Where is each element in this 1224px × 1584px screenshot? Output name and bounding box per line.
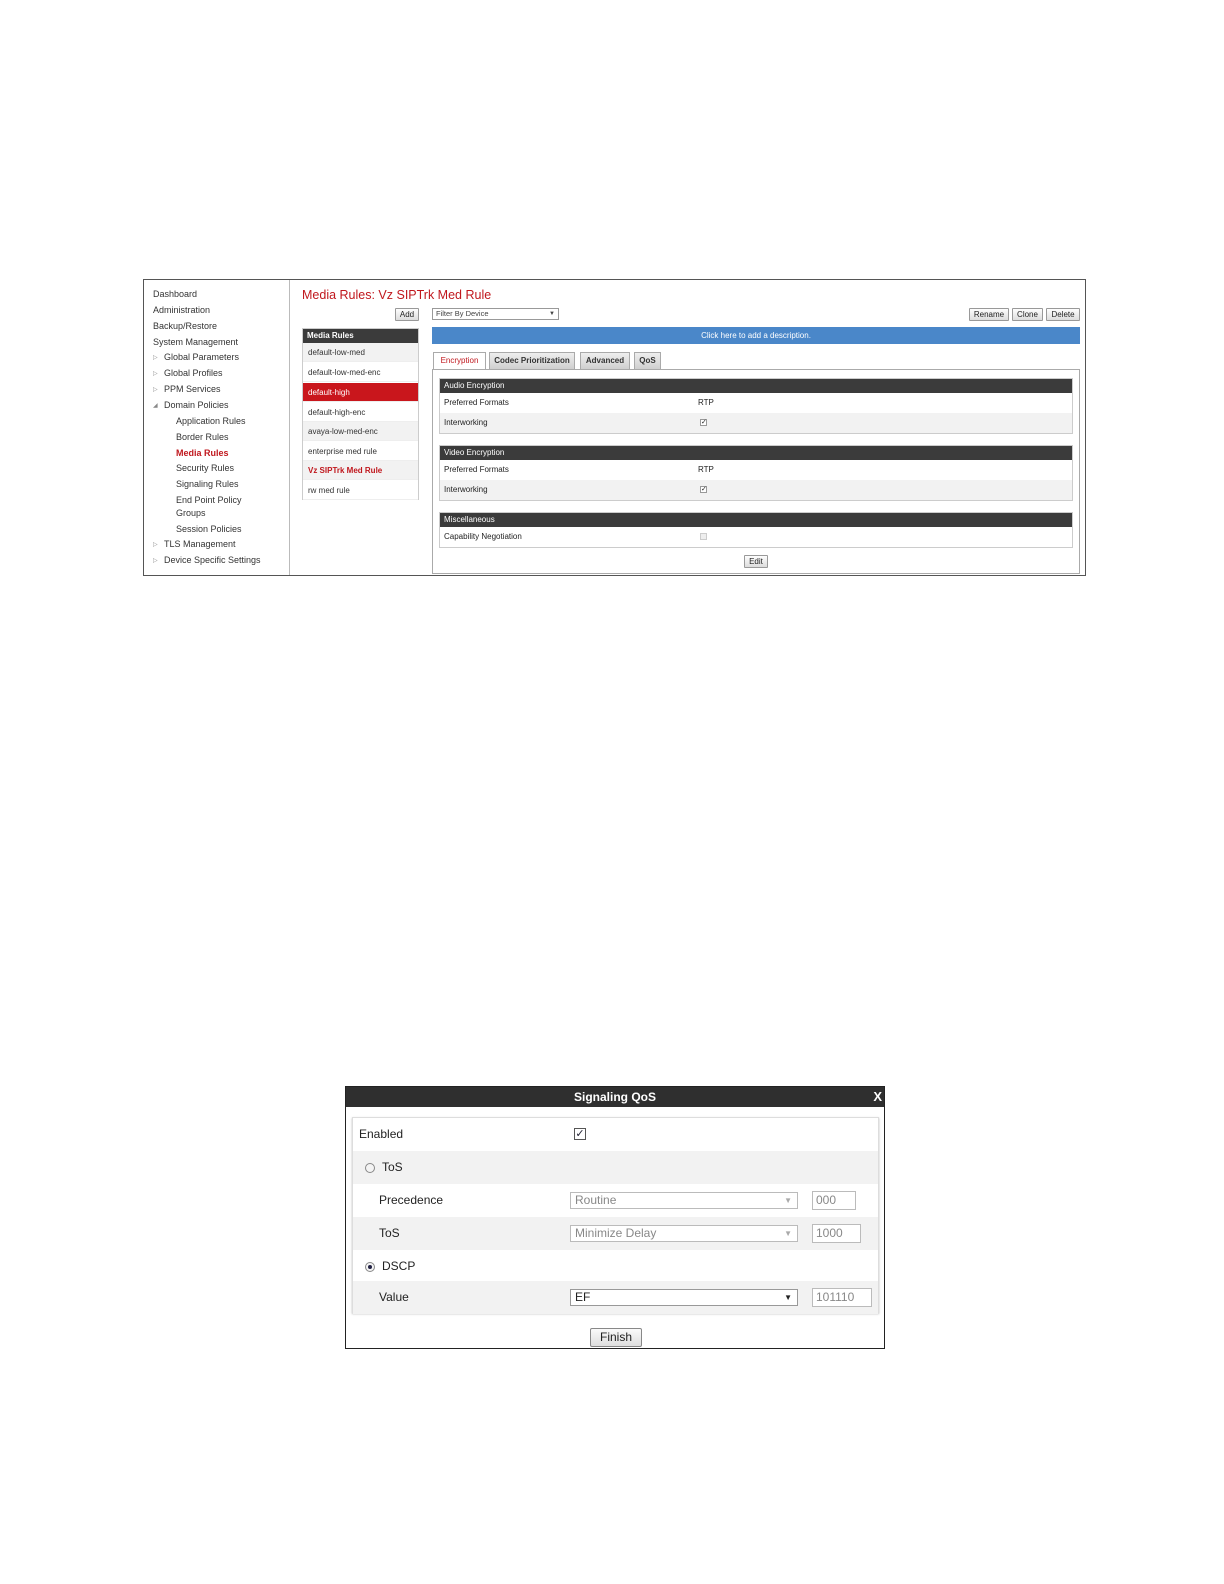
nav-global-profiles[interactable]: Global Profiles (164, 368, 223, 378)
video-interworking-label: Interworking (444, 485, 488, 494)
precedence-label: Precedence (379, 1193, 444, 1207)
audio-interworking-checkbox: ✓ (701, 419, 707, 426)
nav-signaling-rules[interactable]: Signaling Rules (176, 479, 239, 489)
rule-item-default-high-enc[interactable]: default-high-enc (303, 403, 418, 422)
dialog-form (352, 1117, 879, 1313)
nav-media-rules[interactable]: Media Rules (176, 448, 229, 458)
tos-radio-row (353, 1151, 878, 1184)
video-interworking-checkbox: ✓ (701, 486, 707, 493)
clone-button[interactable]: Clone (1012, 308, 1043, 321)
dialog-title: Signaling QoS (346, 1087, 884, 1107)
dscp-radio-label: DSCP (382, 1259, 416, 1273)
nav-dashboard[interactable]: Dashboard (153, 289, 198, 299)
add-description-bar[interactable]: Click here to add a description. (432, 327, 1080, 344)
enabled-label: Enabled (359, 1127, 404, 1141)
page-title: Media Rules: Vz SIPTrk Med Rule (302, 288, 492, 302)
rule-item-default-low-med-enc[interactable]: default-low-med-enc (303, 363, 418, 382)
finish-button[interactable]: Finish (590, 1328, 642, 1347)
enabled-checkbox[interactable]: ✓ (575, 1128, 585, 1140)
expand-triangle-icon[interactable]: ▷ (153, 355, 158, 361)
nav-end-point-policy-groups[interactable]: Groups (176, 508, 206, 518)
video-preferred-formats-value: RTP (698, 465, 714, 474)
delete-button[interactable]: Delete (1046, 308, 1080, 321)
encryption-tab-content (432, 369, 1080, 574)
add-button[interactable]: Add (395, 308, 419, 321)
dscp-radio[interactable] (365, 1262, 375, 1272)
dscp-code-field[interactable]: 101110 (812, 1288, 872, 1307)
precedence-select[interactable] (570, 1192, 798, 1209)
filter-by-device-select[interactable] (432, 308, 559, 320)
chevron-down-icon: ▼ (784, 1293, 792, 1302)
nav-tls-management[interactable]: TLS Management (164, 539, 236, 549)
dscp-value-row (353, 1281, 878, 1314)
nav-border-rules[interactable]: Border Rules (176, 432, 229, 442)
tab-codec-prioritization[interactable]: Codec Prioritization (489, 352, 575, 370)
expand-triangle-icon[interactable]: ▷ (153, 542, 158, 548)
tos-select[interactable] (570, 1225, 798, 1242)
tos-radio[interactable] (365, 1163, 375, 1173)
audio-preferred-formats-value: RTP (698, 398, 714, 407)
expand-triangle-icon[interactable]: ▷ (153, 387, 158, 393)
rule-item-default-high[interactable]: default-high (303, 383, 418, 402)
media-rules-header: Media Rules (303, 329, 418, 343)
tab-advanced[interactable]: Advanced (580, 352, 630, 370)
tab-encryption[interactable]: Encryption (433, 352, 486, 370)
tab-qos[interactable]: QoS (634, 352, 661, 370)
nav-administration[interactable]: Administration (153, 305, 211, 315)
left-navigation (144, 280, 290, 575)
collapse-triangle-icon[interactable]: ◢ (153, 403, 158, 409)
miscellaneous-section (439, 512, 1073, 548)
media-rules-screenshot (143, 279, 1086, 576)
chevron-down-icon: ▼ (784, 1229, 792, 1238)
nav-backup-restore[interactable]: Backup/Restore (153, 321, 218, 331)
expand-triangle-icon[interactable]: ▷ (153, 371, 158, 377)
filter-by-device-label: Filter By Device (436, 309, 489, 318)
tos-select-value: Minimize Delay (575, 1226, 657, 1240)
nav-system-management[interactable]: System Management (153, 337, 239, 347)
rename-button[interactable]: Rename (969, 308, 1009, 321)
tos-code-field[interactable]: 1000 (812, 1224, 861, 1243)
video-encryption-header: Video Encryption (440, 446, 1072, 460)
tos-label: ToS (379, 1226, 400, 1240)
nav-end-point-policy[interactable]: End Point Policy (176, 495, 242, 505)
tos-radio-label: ToS (382, 1160, 403, 1174)
dropdown-arrow-icon: ▼ (549, 311, 555, 317)
chevron-down-icon: ▼ (784, 1196, 792, 1205)
value-label: Value (379, 1290, 409, 1304)
audio-encryption-section (439, 378, 1073, 434)
precedence-code-field[interactable]: 000 (812, 1191, 856, 1210)
nav-session-policies[interactable]: Session Policies (176, 524, 242, 534)
nav-global-parameters[interactable]: Global Parameters (164, 352, 240, 362)
tos-row (353, 1217, 878, 1250)
dscp-value-select-value: EF (575, 1290, 591, 1304)
nav-application-rules[interactable]: Application Rules (176, 416, 246, 426)
media-rules-list (302, 328, 419, 500)
rule-item-avaya-low-med-enc[interactable]: avaya-low-med-enc (303, 422, 418, 441)
nav-security-rules[interactable]: Security Rules (176, 463, 235, 473)
precedence-row (353, 1184, 878, 1217)
nav-ppm-services[interactable]: PPM Services (164, 384, 221, 394)
miscellaneous-header: Miscellaneous (440, 513, 1072, 527)
enabled-row (353, 1118, 878, 1151)
precedence-select-value: Routine (575, 1193, 617, 1207)
capability-negotiation-label: Capability Negotiation (444, 532, 522, 541)
rule-item-rw-med-rule[interactable]: rw med rule (303, 481, 418, 500)
close-icon[interactable]: X (873, 1089, 882, 1104)
rule-item-enterprise-med-rule[interactable]: enterprise med rule (303, 442, 418, 461)
expand-triangle-icon[interactable]: ▷ (153, 558, 158, 564)
audio-encryption-header: Audio Encryption (440, 379, 1072, 393)
capability-negotiation-checkbox (700, 533, 707, 540)
dscp-value-select[interactable] (570, 1289, 798, 1306)
edit-button[interactable]: Edit (744, 555, 768, 568)
nav-device-specific-settings[interactable]: Device Specific Settings (164, 555, 261, 565)
audio-interworking-label: Interworking (444, 418, 488, 427)
nav-domain-policies[interactable]: Domain Policies (164, 400, 229, 410)
audio-preferred-formats-label: Preferred Formats (444, 398, 509, 407)
rule-item-default-low-med[interactable]: default-low-med (303, 343, 418, 362)
rule-item-vz-siptrk-med-rule[interactable]: Vz SIPTrk Med Rule (303, 461, 418, 480)
dscp-radio-row (353, 1250, 878, 1283)
video-encryption-section (439, 445, 1073, 501)
signaling-qos-dialog (345, 1086, 885, 1349)
video-preferred-formats-label: Preferred Formats (444, 465, 509, 474)
